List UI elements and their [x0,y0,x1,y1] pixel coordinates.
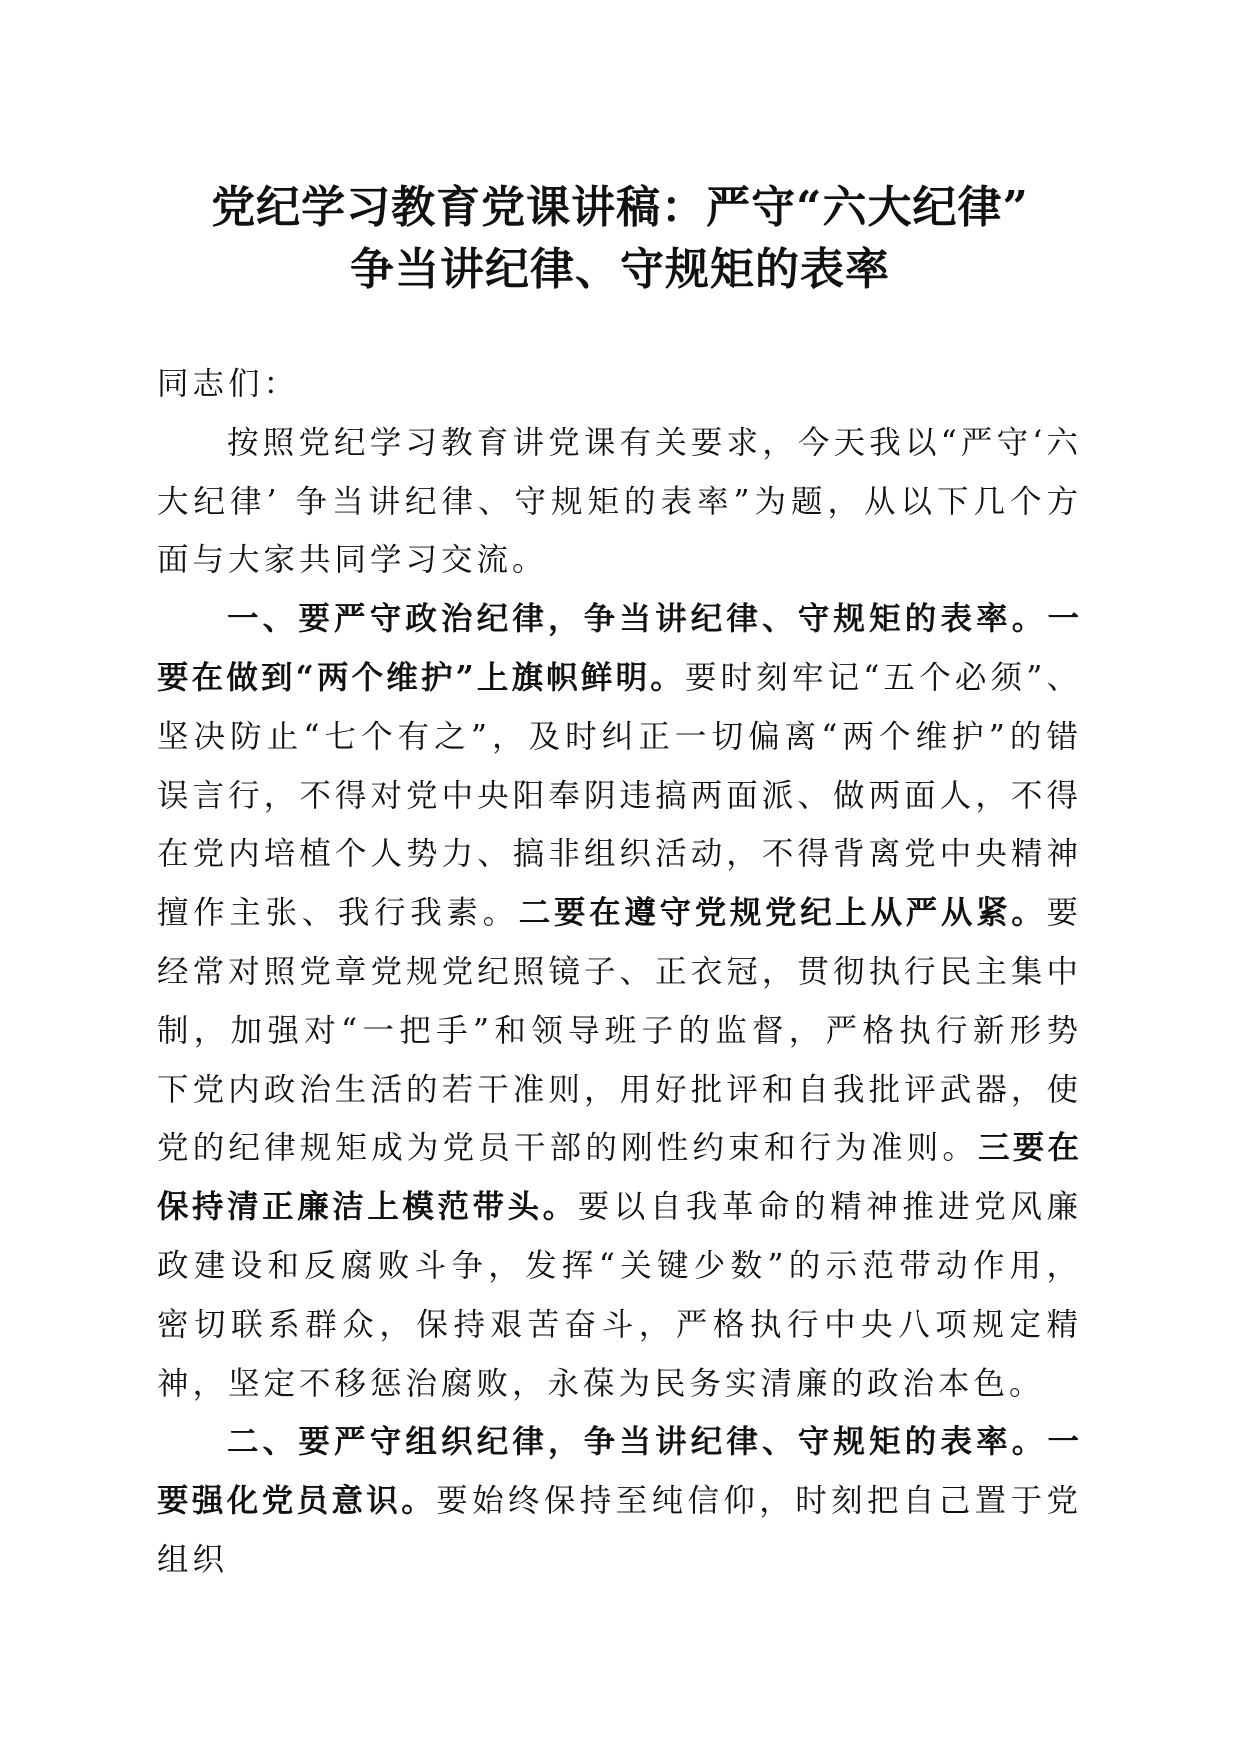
intro-paragraph: 按照党纪学习教育讲党课有关要求，今天我以“严守‘六大纪律’ 争当讲纪律、守规矩的表率”为题，从以下几个方面与大家共同学习交流。 [157,424,1082,579]
section1-point2-text: 要经常对照党章党规党纪照镜子、正衣冠，贯彻执行民主集中制，加强对“一把手”和领导班子的监督，严格执行新形势下党内政治生活的若干准则，用好批评和自我批评武器，使党的纪律规矩成为党员干部的刚性约束和行为准则。 [157,895,1082,1167]
document-body [157,355,1082,1590]
document-title-line1: 党纪学习教育党课讲稿：严守“六大纪律” [211,182,1029,233]
section2-point1-title: 一要强化党员意识。 [157,1423,1082,1520]
section1-paragraph [157,590,1082,1413]
section1-point1-text: 要时刻牢记“五个必须”、坚决防止“七个有之”，及时纠正一切偏离“两个维护”的错误言行，不得对党中央阳奉阴违搞两面派、做两面人，不得在党内培植个人势力、搞非组织活动，不得背离党中央精神擅作主张、我行我素。 [157,659,1082,932]
section1-point3-text: 要以自我革命的精神推进党风廉政建设和反腐败斗争，发挥“关键少数”的示范带动作用，密切联系群众，保持艰苦奋斗，严格执行中央八项规定精神，坚定不移惩治腐败，永葆为民务实清廉的政治本色。 [157,1189,1082,1402]
section2-point1-text: 要始终保持至纯信仰，时刻把自己置于党组织 [157,1483,1082,1578]
section2-heading: 二、要严守组织纪律，争当讲纪律、守规矩的表率。 [227,1423,1048,1461]
section1-heading: 一、要严守政治纪律，争当讲纪律、守规矩的表率。 [227,600,1048,638]
document-title-line2: 争当讲纪律、守规矩的表率 [350,244,890,295]
section1-point3-title: 三要在保持清正廉洁上模范带头。 [157,1129,1082,1226]
section2-paragraph [157,1413,1082,1589]
salutation: 同志们： [157,366,300,402]
section1-point2-title: 二要在遵守党规党纪上从严从紧。 [518,894,1047,932]
section1-point1-title: 一要在做到“两个维护”上旗帜鲜明。 [157,600,1082,696]
